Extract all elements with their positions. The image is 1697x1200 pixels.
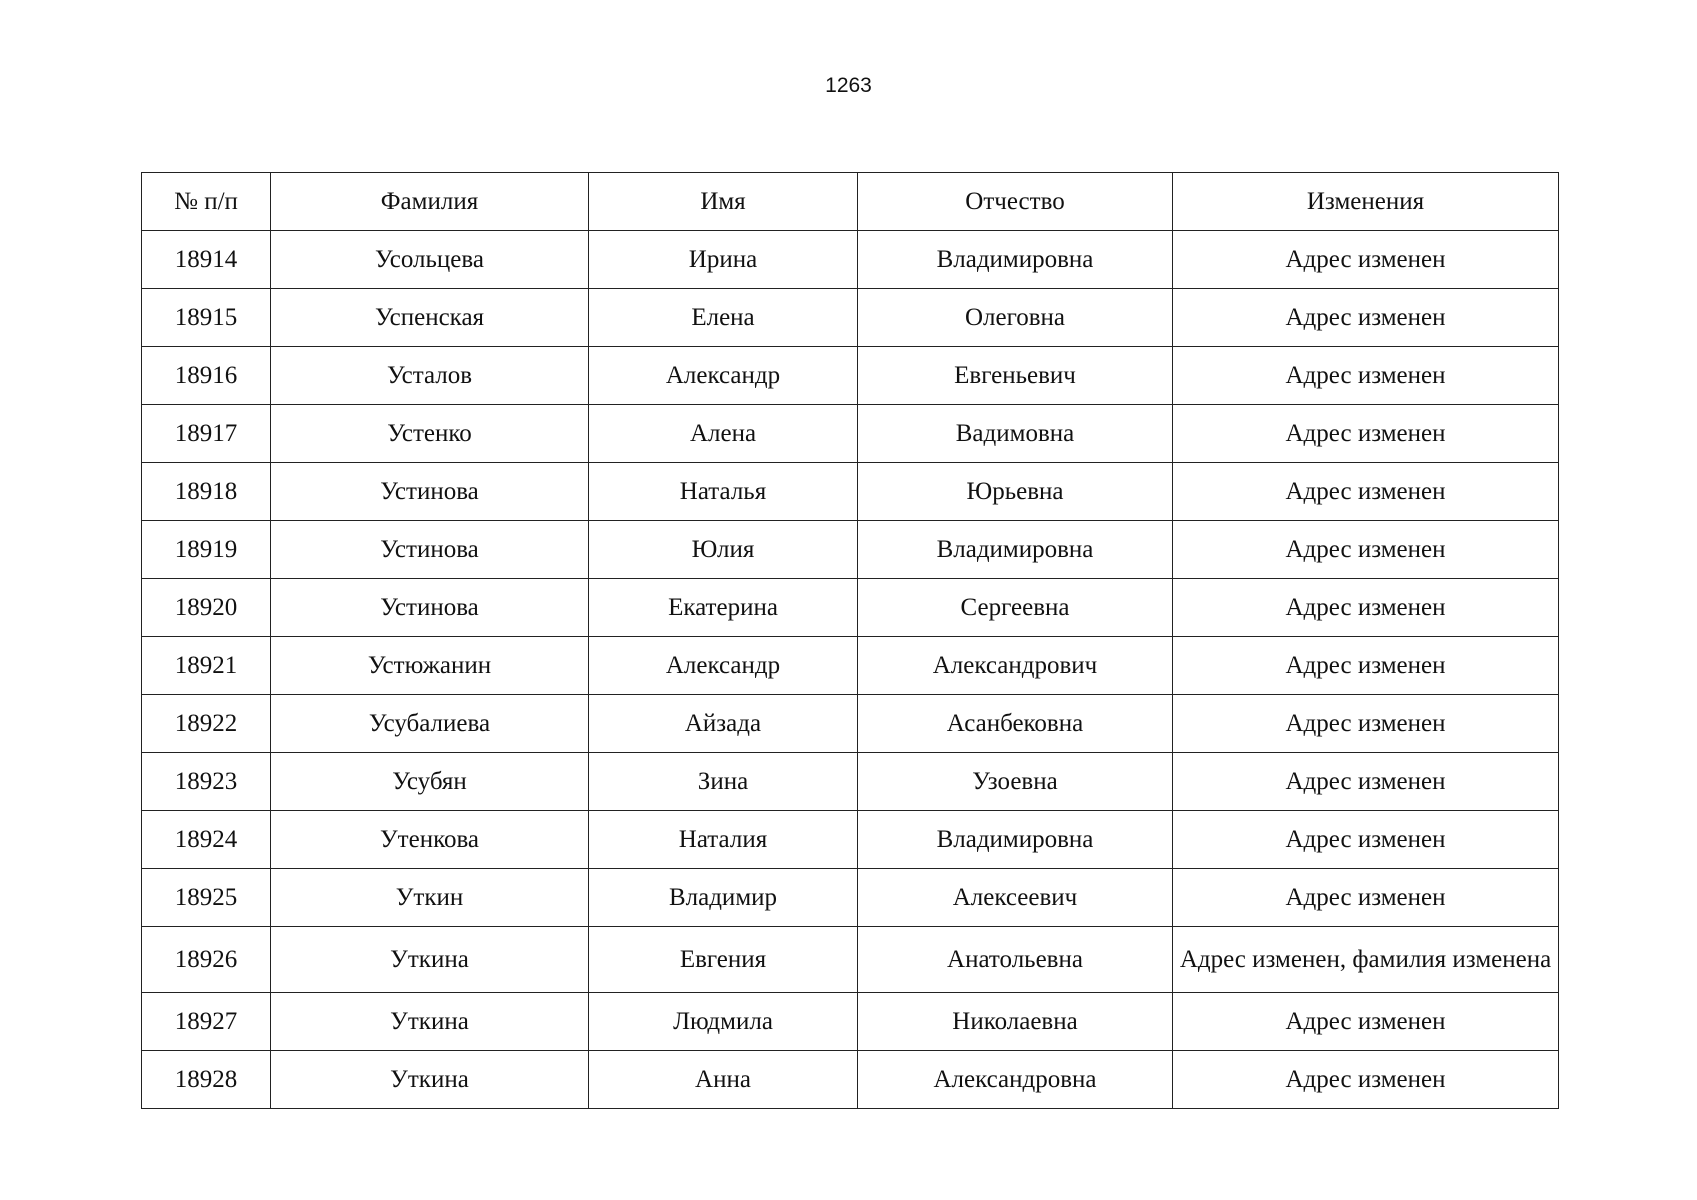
table-row: [142, 231, 1559, 289]
cell-surname: Устинова: [271, 521, 589, 579]
table-header-row: [142, 173, 1559, 231]
cell-patronymic: Владимировна: [858, 811, 1173, 869]
table-row: [142, 405, 1559, 463]
cell-number: 18928: [142, 1051, 271, 1109]
table-row: [142, 869, 1559, 927]
cell-changes: Адрес изменен: [1173, 463, 1559, 521]
cell-first-name: Владимир: [589, 869, 858, 927]
cell-first-name: Юлия: [589, 521, 858, 579]
cell-first-name: Елена: [589, 289, 858, 347]
table-row: [142, 637, 1559, 695]
table-row: [142, 993, 1559, 1051]
cell-patronymic: Узоевна: [858, 753, 1173, 811]
cell-first-name: Александр: [589, 347, 858, 405]
header-patronymic: Отчество: [858, 173, 1173, 231]
page-number: 1263: [825, 74, 872, 97]
cell-changes: Адрес изменен: [1173, 993, 1559, 1051]
table-row: [142, 463, 1559, 521]
cell-number: 18924: [142, 811, 271, 869]
cell-number: 18915: [142, 289, 271, 347]
cell-number: 18925: [142, 869, 271, 927]
cell-number: 18921: [142, 637, 271, 695]
cell-number: 18916: [142, 347, 271, 405]
table-row: [142, 1051, 1559, 1109]
header-changes: Изменения: [1173, 173, 1559, 231]
cell-surname: Усталов: [271, 347, 589, 405]
cell-patronymic: Алексеевич: [858, 869, 1173, 927]
cell-surname: Устенко: [271, 405, 589, 463]
cell-surname: Уткина: [271, 1051, 589, 1109]
cell-changes: Адрес изменен: [1173, 637, 1559, 695]
cell-patronymic: Владимировна: [858, 521, 1173, 579]
table-row: [142, 579, 1559, 637]
registry-table: [141, 172, 1559, 1109]
cell-first-name: Евгения: [589, 927, 858, 993]
cell-surname: Успенская: [271, 289, 589, 347]
cell-number: 18920: [142, 579, 271, 637]
cell-first-name: Айзада: [589, 695, 858, 753]
cell-changes: Адрес изменен: [1173, 289, 1559, 347]
cell-changes: Адрес изменен: [1173, 869, 1559, 927]
cell-surname: Усубалиева: [271, 695, 589, 753]
cell-changes: Адрес изменен: [1173, 347, 1559, 405]
cell-patronymic: Сергеевна: [858, 579, 1173, 637]
cell-patronymic: Владимировна: [858, 231, 1173, 289]
cell-changes: Адрес изменен: [1173, 753, 1559, 811]
cell-patronymic: Николаевна: [858, 993, 1173, 1051]
cell-number: 18927: [142, 993, 271, 1051]
cell-surname: Усольцева: [271, 231, 589, 289]
cell-number: 18922: [142, 695, 271, 753]
cell-surname: Утенкова: [271, 811, 589, 869]
table-row: [142, 753, 1559, 811]
cell-first-name: Зина: [589, 753, 858, 811]
header-number: № п/п: [142, 173, 271, 231]
cell-first-name: Людмила: [589, 993, 858, 1051]
table-row: [142, 695, 1559, 753]
cell-surname: Уткина: [271, 927, 589, 993]
cell-patronymic: Юрьевна: [858, 463, 1173, 521]
cell-changes: Адрес изменен: [1173, 811, 1559, 869]
cell-patronymic: Евгеньевич: [858, 347, 1173, 405]
table-row: [142, 521, 1559, 579]
cell-number: 18926: [142, 927, 271, 993]
cell-patronymic: Александровна: [858, 1051, 1173, 1109]
table-row: [142, 811, 1559, 869]
cell-surname: Уткина: [271, 993, 589, 1051]
cell-first-name: Алена: [589, 405, 858, 463]
cell-surname: Устюжанин: [271, 637, 589, 695]
cell-changes: Адрес изменен: [1173, 1051, 1559, 1109]
cell-first-name: Анна: [589, 1051, 858, 1109]
cell-surname: Уткин: [271, 869, 589, 927]
cell-number: 18914: [142, 231, 271, 289]
cell-number: 18923: [142, 753, 271, 811]
cell-first-name: Наталия: [589, 811, 858, 869]
cell-number: 18919: [142, 521, 271, 579]
table-row: [142, 927, 1559, 993]
cell-first-name: Александр: [589, 637, 858, 695]
cell-surname: Устинова: [271, 579, 589, 637]
cell-patronymic: Вадимовна: [858, 405, 1173, 463]
cell-first-name: Ирина: [589, 231, 858, 289]
cell-changes: Адрес изменен, фамилия изменена: [1173, 927, 1559, 993]
cell-surname: Усубян: [271, 753, 589, 811]
cell-first-name: Наталья: [589, 463, 858, 521]
cell-surname: Устинова: [271, 463, 589, 521]
table-row: [142, 289, 1559, 347]
cell-patronymic: Олеговна: [858, 289, 1173, 347]
cell-changes: Адрес изменен: [1173, 521, 1559, 579]
cell-changes: Адрес изменен: [1173, 579, 1559, 637]
cell-first-name: Екатерина: [589, 579, 858, 637]
header-surname: Фамилия: [271, 173, 589, 231]
table-row: [142, 347, 1559, 405]
cell-changes: Адрес изменен: [1173, 231, 1559, 289]
cell-changes: Адрес изменен: [1173, 405, 1559, 463]
header-first-name: Имя: [589, 173, 858, 231]
cell-patronymic: Александрович: [858, 637, 1173, 695]
cell-number: 18917: [142, 405, 271, 463]
cell-patronymic: Анатольевна: [858, 927, 1173, 993]
cell-changes: Адрес изменен: [1173, 695, 1559, 753]
cell-patronymic: Асанбековна: [858, 695, 1173, 753]
cell-number: 18918: [142, 463, 271, 521]
